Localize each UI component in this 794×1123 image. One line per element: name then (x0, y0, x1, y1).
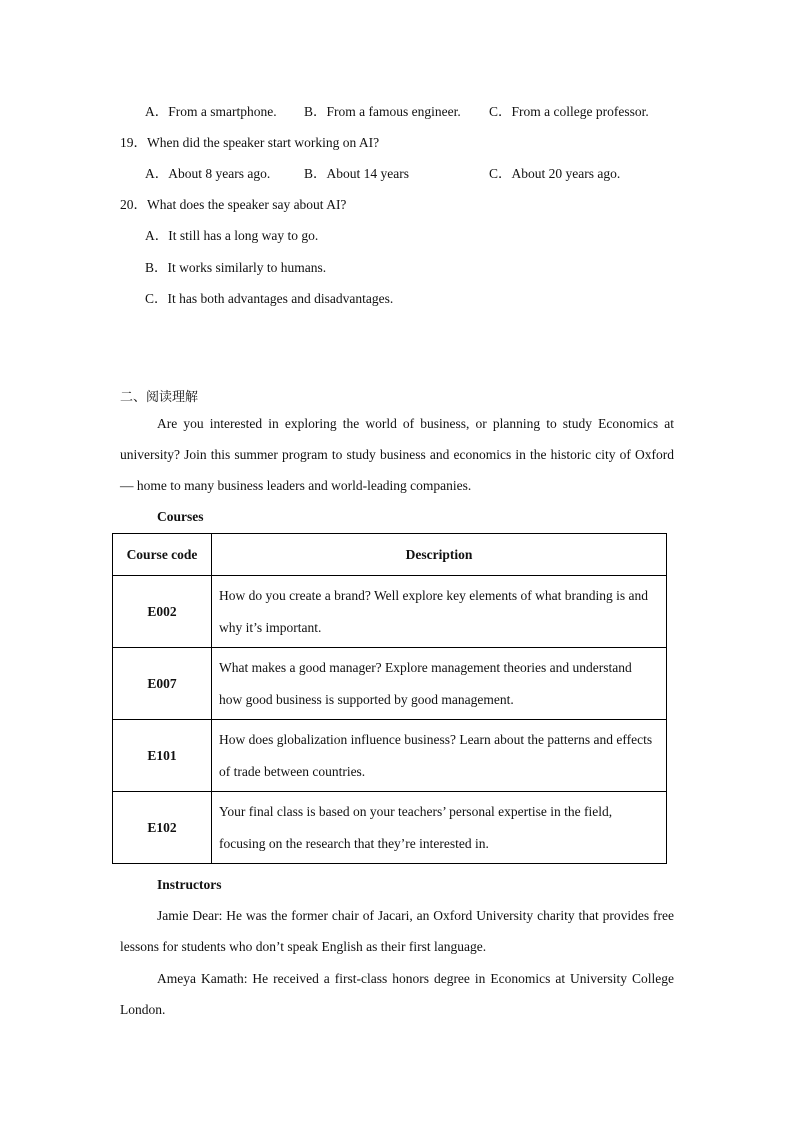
option-text: It still has a long way to go. (168, 228, 319, 243)
option-letter: A． (145, 104, 169, 119)
course-code: E002 (113, 576, 212, 648)
course-code: E102 (113, 792, 212, 864)
table-row (113, 648, 667, 720)
question-number: 20． (120, 197, 147, 212)
table-row (113, 576, 667, 648)
course-code: E007 (113, 648, 212, 720)
q19-option-a (145, 165, 270, 183)
option-text: From a famous engineer. (326, 104, 461, 119)
option-letter: A． (145, 166, 169, 181)
option-text: It works similarly to humans. (167, 260, 327, 275)
courses-table (112, 533, 667, 864)
q18-option-a (145, 103, 277, 121)
option-text: From a college professor. (511, 104, 649, 119)
option-letter: B． (145, 260, 168, 275)
instructors-title: Instructors (157, 877, 222, 892)
option-letter: B． (304, 104, 327, 119)
course-description: How does globalization influence business? Learn about the patterns and effects of trade between countries. (212, 720, 667, 792)
q20-question (120, 196, 346, 214)
question-text: What does the speaker say about AI? (147, 197, 347, 212)
q19-option-b (304, 165, 409, 183)
intro-paragraph (120, 408, 674, 502)
courses-title: Courses (157, 509, 204, 524)
course-code: E101 (113, 720, 212, 792)
course-description: How do you create a brand? Well explore key elements of what branding is and why it’s important. (212, 576, 667, 648)
course-description: Your final class is based on your teachers’ personal expertise in the field, focusing on the research that they’re interested in. (212, 792, 667, 864)
option-text: From a smartphone. (168, 104, 277, 119)
option-text: About 8 years ago. (168, 166, 271, 181)
option-letter: A． (145, 228, 169, 243)
option-text: It has both advantages and disadvantages. (167, 291, 394, 306)
question-number: 19． (120, 135, 147, 150)
option-text: About 14 years (326, 166, 409, 181)
header-course-code: Course code (113, 534, 212, 576)
question-text: When did the speaker start working on AI? (147, 135, 380, 150)
option-letter: B． (304, 166, 327, 181)
q20-option-c (145, 290, 393, 308)
instructor-text: Jamie Dear: He was the former chair of Jacari, an Oxford University charity that provides free lessons for students who don’t speak English as their first language. (120, 908, 674, 955)
table-row (113, 720, 667, 792)
option-text: About 20 years ago. (511, 166, 621, 181)
course-description: What makes a good manager? Explore management theories and understand how good business is supported by good management. (212, 648, 667, 720)
q20-option-a (145, 227, 318, 245)
header-description: Description (212, 534, 667, 576)
section-heading: 二、阅读理解 (120, 390, 199, 405)
instructor-paragraph (120, 963, 674, 1025)
q19-option-c (489, 165, 620, 183)
option-letter: C． (145, 291, 168, 306)
table-row (113, 792, 667, 864)
table-header-row (113, 534, 667, 576)
q19-question (120, 134, 379, 152)
instructor-text: Ameya Kamath: He received a first-class honors degree in Economics at University College London. (120, 971, 674, 1018)
option-letter: C． (489, 104, 512, 119)
option-letter: C． (489, 166, 512, 181)
q20-option-b (145, 259, 326, 277)
intro-text: Are you interested in exploring the world of business, or planning to study Economics at university? Join this summer program to study business and economics in the historic city of Oxford — home to many business leaders and world-leading companies. (120, 416, 674, 494)
q18-option-c (489, 103, 649, 121)
instructor-paragraph (120, 900, 674, 962)
q18-option-b (304, 103, 461, 121)
